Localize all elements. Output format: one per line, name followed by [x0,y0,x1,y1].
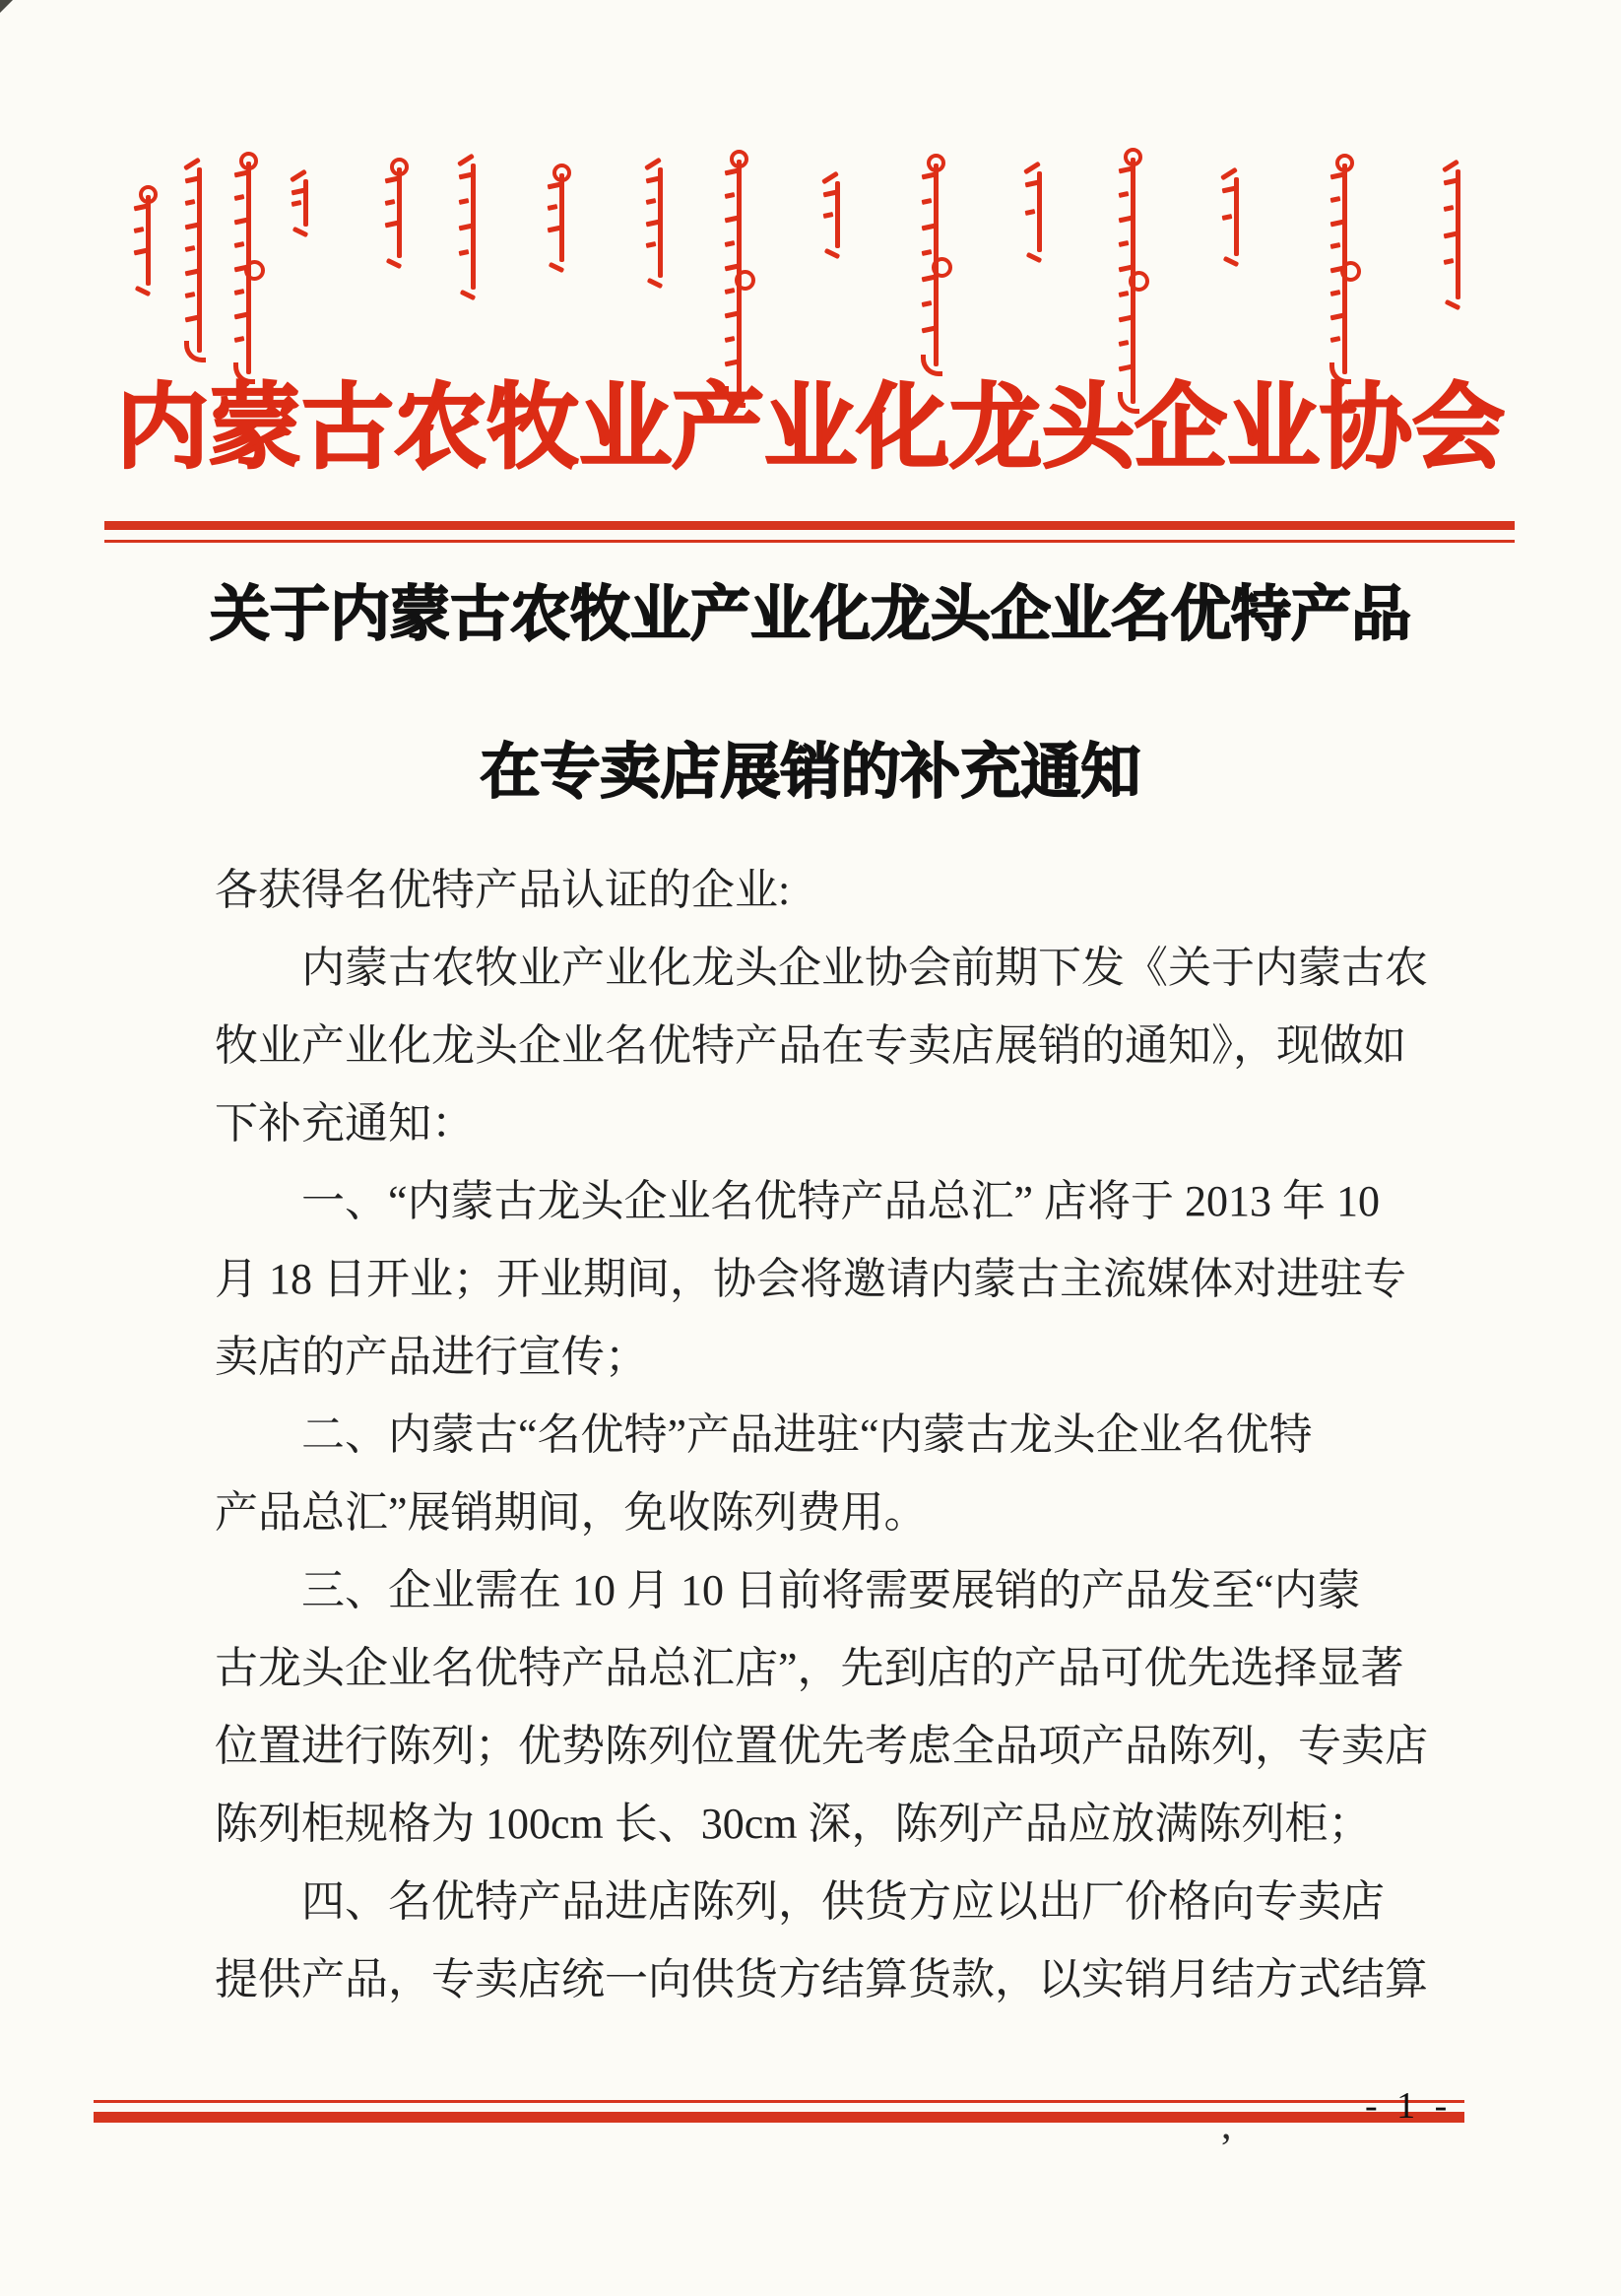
footer-rule-thin [94,2100,1464,2103]
scan-stray-mark: , [1221,2103,1232,2148]
body-line: 三、企业需在 10 月 10 日前将需要展销的产品发至“内蒙 [301,1566,1361,1614]
mongolian-word [1024,164,1054,262]
mongolian-word [384,160,414,268]
document-title-line1: 关于内蒙古农牧业产业化龙头企业名优特产品 [209,582,1411,648]
body-line: 各获得名优特产品认证的企业: [215,866,791,914]
body-line: 月 18 日开业；开业期间，协会将邀请内蒙古主流媒体对进驻专 [215,1255,1406,1303]
body-line: 古龙头企业名优特产品总汇店”，先到店的产品可优先选择显著 [215,1644,1404,1692]
letterhead-org-title: 内蒙古农牧业产业化龙头企业协会 [115,377,1505,480]
mongolian-word [1443,162,1472,309]
mongolian-word [1221,169,1251,266]
page-number: - 1 - [1365,2085,1453,2127]
footer-rule-thick [94,2112,1464,2123]
body-line: 四、名优特产品进店陈列，供货方应以出厂价格向专卖店 [301,1877,1385,1926]
mongolian-word [184,160,214,362]
body-line: 提供产品，专卖店统一向供货方结算货款，以实销月结方式结算 [215,1955,1428,2003]
mongolian-word [458,156,487,299]
body-line: 内蒙古农牧业产业化龙头企业协会前期下发《关于内蒙古农 [301,944,1428,992]
mongolian-word [645,160,675,288]
mongolian-word [291,171,320,236]
letterhead-rule-thin [104,540,1515,543]
mongolian-word [547,165,576,272]
body-text [215,851,1458,2018]
letterhead-rule-thick [104,521,1515,530]
mongolian-word [1329,156,1359,384]
mongolian-word [133,187,162,295]
body-line: 卖店的产品进行宣传； [215,1333,648,1381]
body-line: 一、“内蒙古龙头企业名优特产品总汇” 店将于 2013 年 10 [301,1177,1381,1225]
body-line: 产品总汇”展销期间，免收陈列费用。 [215,1488,928,1537]
body-line: 二、内蒙古“名优特”产品进驻“内蒙古龙头企业名优特 [301,1410,1313,1459]
mongolian-word [724,152,753,408]
mongolian-word [233,154,263,384]
body-line: 下补充通知： [215,1099,475,1148]
mongolian-word [921,156,950,376]
body-line: 陈列柜规格为 100cm 长、30cm 深，陈列产品应放满陈列柜； [215,1800,1372,1848]
scan-corner-artifact [0,0,13,13]
body-line: 位置进行陈列；优势陈列位置优先考虑全品项产品陈列，专卖店 [215,1722,1428,1770]
body-line: 牧业产业化龙头企业名优特产品在专卖店展销的通知》，现做如 [215,1021,1406,1070]
mongolian-word [822,173,852,258]
document-title-line2: 在专卖店展销的补充通知 [480,740,1141,806]
